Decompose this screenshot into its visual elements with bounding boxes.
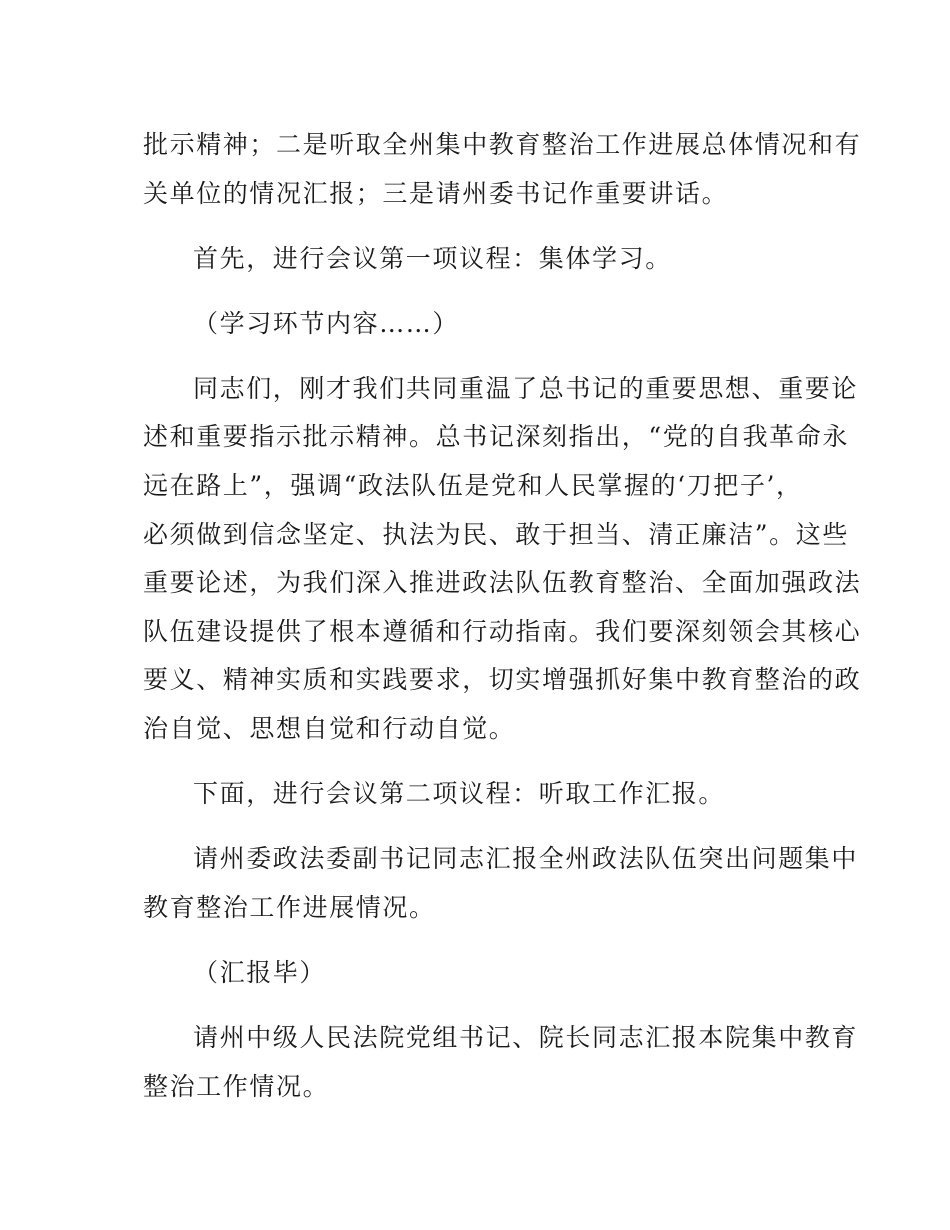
paragraph xyxy=(143,365,862,754)
text-line: 请州中级人民法院党组书记、院长同志汇报本院集中教育 xyxy=(193,1023,859,1052)
text-line: 整治工作情况。 xyxy=(143,1071,330,1101)
paragraph xyxy=(143,949,813,998)
text-line: 述和重要指示批示精神。总书记深刻指出，“党的自我革命永 xyxy=(143,422,849,452)
paragraph xyxy=(143,835,859,932)
paragraph xyxy=(143,300,813,349)
text-line: 请州委政法委副书记同志汇报全州政法队伍突出问题集中 xyxy=(193,844,859,874)
paragraph xyxy=(143,770,813,819)
text-line: 必须做到信念坚定、执法为民、敢于担当、清正廉洁”。这些 xyxy=(143,519,849,549)
text-line: 要义、精神实质和实践要求，切实增强抓好集中教育整治的政 xyxy=(143,665,862,695)
text-line: 同志们，刚才我们共同重温了总书记的重要思想、重要论 xyxy=(193,373,859,403)
text-line: 队伍建设提供了根本遵循和行动指南。我们要深刻领会其核心 xyxy=(143,616,862,646)
text-line: 远在路上”，强调“政法队伍是党和人民掌握的‘刀把子’， xyxy=(143,471,803,501)
paragraph xyxy=(143,235,813,284)
text-line: 关单位的情况汇报；三是请州委书记作重要讲话。 xyxy=(143,178,729,208)
text-line: 重要论述，为我们深入推进政法队伍教育整治、全面加强政法 xyxy=(143,568,862,598)
document-page xyxy=(143,121,862,1128)
paragraph xyxy=(143,1014,859,1111)
text-line: 治自觉、思想自觉和行动自觉。 xyxy=(143,714,516,744)
text-line: 批示精神；二是听取全州集中教育整治工作进展总体情况和有 xyxy=(143,130,862,159)
paragraph xyxy=(143,121,862,218)
text-line: 教育整治工作进展情况。 xyxy=(143,892,436,922)
text-line: （学习环节内容……） xyxy=(193,308,460,338)
text-line: 下面，进行会议第二项议程：听取工作汇报。 xyxy=(193,779,726,809)
text-line: 首先，进行会议第一项议程：集体学习。 xyxy=(193,243,672,273)
text-line: （汇报毕） xyxy=(193,957,327,987)
